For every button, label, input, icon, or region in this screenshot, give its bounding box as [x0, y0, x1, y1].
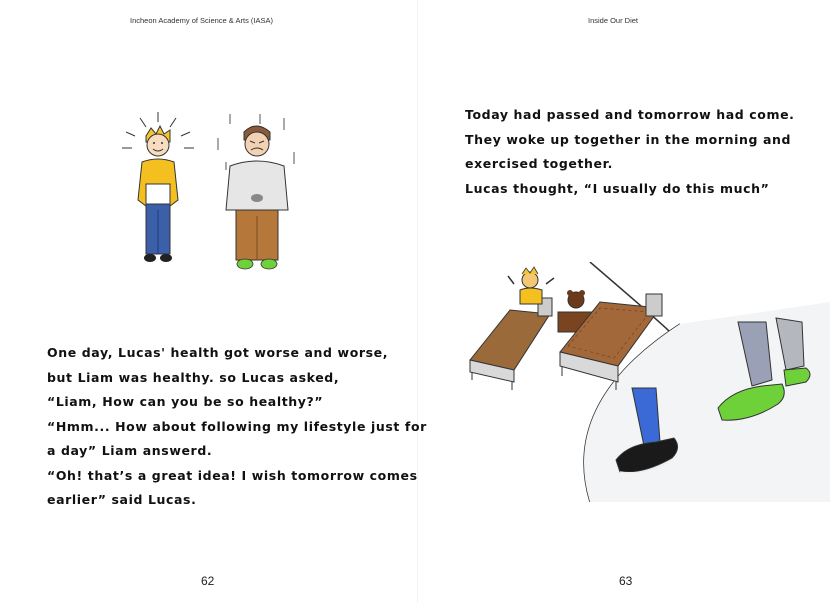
story-line: One day, Lucas' health got worse and worse, [47, 345, 389, 360]
illustration-morning-exercise [450, 262, 830, 502]
story-line: “Oh! that’s a great idea! I wish tomorrow comes [47, 467, 418, 483]
right-page [418, 0, 835, 603]
bed-left [470, 298, 552, 390]
story-line: but Liam was healthy. so Lucas asked, [47, 369, 340, 385]
story-text [465, 103, 795, 201]
story-text [47, 341, 427, 513]
liam-figure [226, 126, 288, 269]
page-number: 63 [619, 574, 633, 588]
story-line: “Hmm... How about following my lifestyle just for [47, 418, 427, 434]
story-line: Today had passed and tomorrow had come. [465, 107, 795, 122]
story-line: a day” Liam answerd. [47, 443, 213, 458]
page-header: Inside Our Diet [588, 16, 639, 25]
lucas-figure [138, 126, 178, 262]
story-line: “Liam, How can you be so healthy?” [47, 394, 324, 409]
story-line: They woke up together in the morning and [465, 131, 792, 147]
story-line: exercised together. [465, 156, 613, 171]
story-line: earlier” said Lucas. [47, 492, 197, 507]
page-header: Incheon Academy of Science & Arts (IASA) [130, 16, 273, 25]
story-line: Lucas thought, “I usually do this much” [465, 180, 770, 196]
illustration-lucas-and-liam [118, 112, 298, 280]
page-number: 62 [201, 574, 215, 588]
